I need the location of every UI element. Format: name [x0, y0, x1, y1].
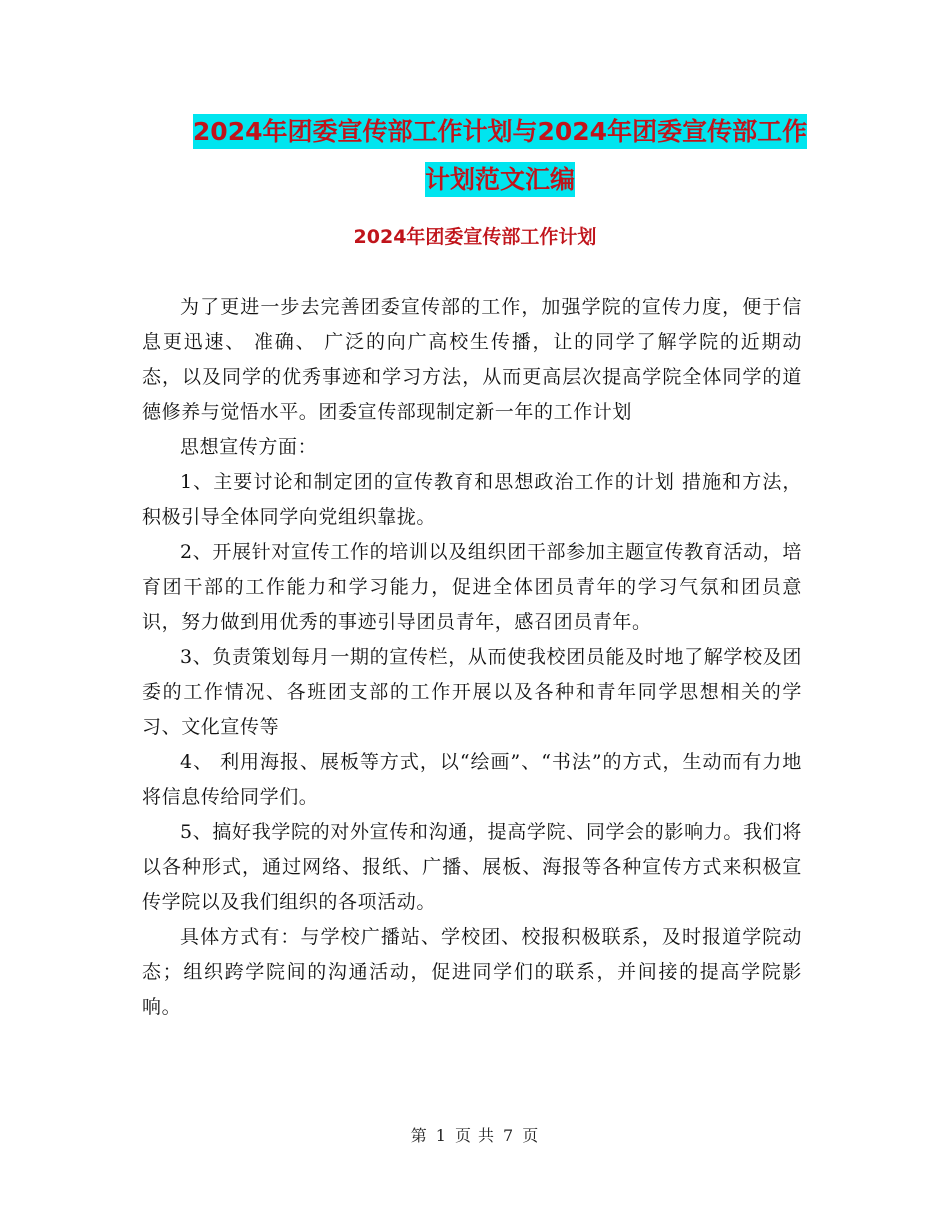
footer-suffix: 页: [522, 1126, 540, 1145]
title-line-2: 计划范文汇编: [425, 162, 575, 197]
paragraph: 为了更进一步去完善团委宣传部的工作，加强学院的宣传力度，便于信息更迅速、 准确、 广泛的向广高校生传播，让的同学了解学院的近期动态，以及同学的优秀事迹和学习方法，从而更高层次提高学院全体同学的道德修养与觉悟水平。团委宣传部现制定新一年的工作计划: [142, 296, 802, 423]
paragraph: 5、搞好我学院的对外宣传和沟通，提高学院、同学会的影响力。我们将以各种形式，通过网络、报纸、广播、展板、海报等各种宣传方式来积极宣传学院以及我们组织的各项活动。: [142, 821, 802, 913]
paragraph: 1、主要讨论和制定团的宣传教育和思想政治工作的计划 措施和方法，积极引导全体同学向党组织靠拢。: [142, 471, 802, 528]
document-title: [120, 108, 880, 204]
page-total: 7: [503, 1126, 515, 1145]
paragraph: 具体方式有：与学校广播站、学校团、校报积极联系，及时报道学院动态；组织跨学院间的沟通活动，促进同学们的联系，并间接的提高学院影响。: [142, 926, 802, 1018]
title-line-1: 2024年团委宣传部工作计划与2024年团委宣传部工作: [193, 114, 807, 149]
paragraph: 4、 利用海报、展板等方式，以“绘画”、“书法”的方式，生动而有力地将信息传给同学们。: [142, 751, 802, 808]
paragraph: 2、开展针对宣传工作的培训以及组织团干部参加主题宣传教育活动，培育团干部的工作能力和学习能力，促进全体团员青年的学习气氛和团员意识，努力做到用优秀的事迹引导团员青年，感召团员青年。: [142, 541, 802, 633]
footer-middle: 页 共: [454, 1126, 496, 1145]
paragraph: 思想宣传方面：: [180, 436, 318, 458]
section-title: 2024年团委宣传部工作计划: [353, 226, 597, 248]
paragraph: 3、负责策划每月一期的宣传栏，从而使我校团员能及时地了解学校及团委的工作情况、各班团支部的工作开展以及各种和青年同学思想相关的学习、文化宣传等: [142, 646, 802, 738]
page-number: 1: [435, 1126, 447, 1145]
page-footer: [0, 1124, 950, 1148]
footer-prefix: 第: [410, 1126, 428, 1145]
document-body: [142, 290, 802, 1025]
